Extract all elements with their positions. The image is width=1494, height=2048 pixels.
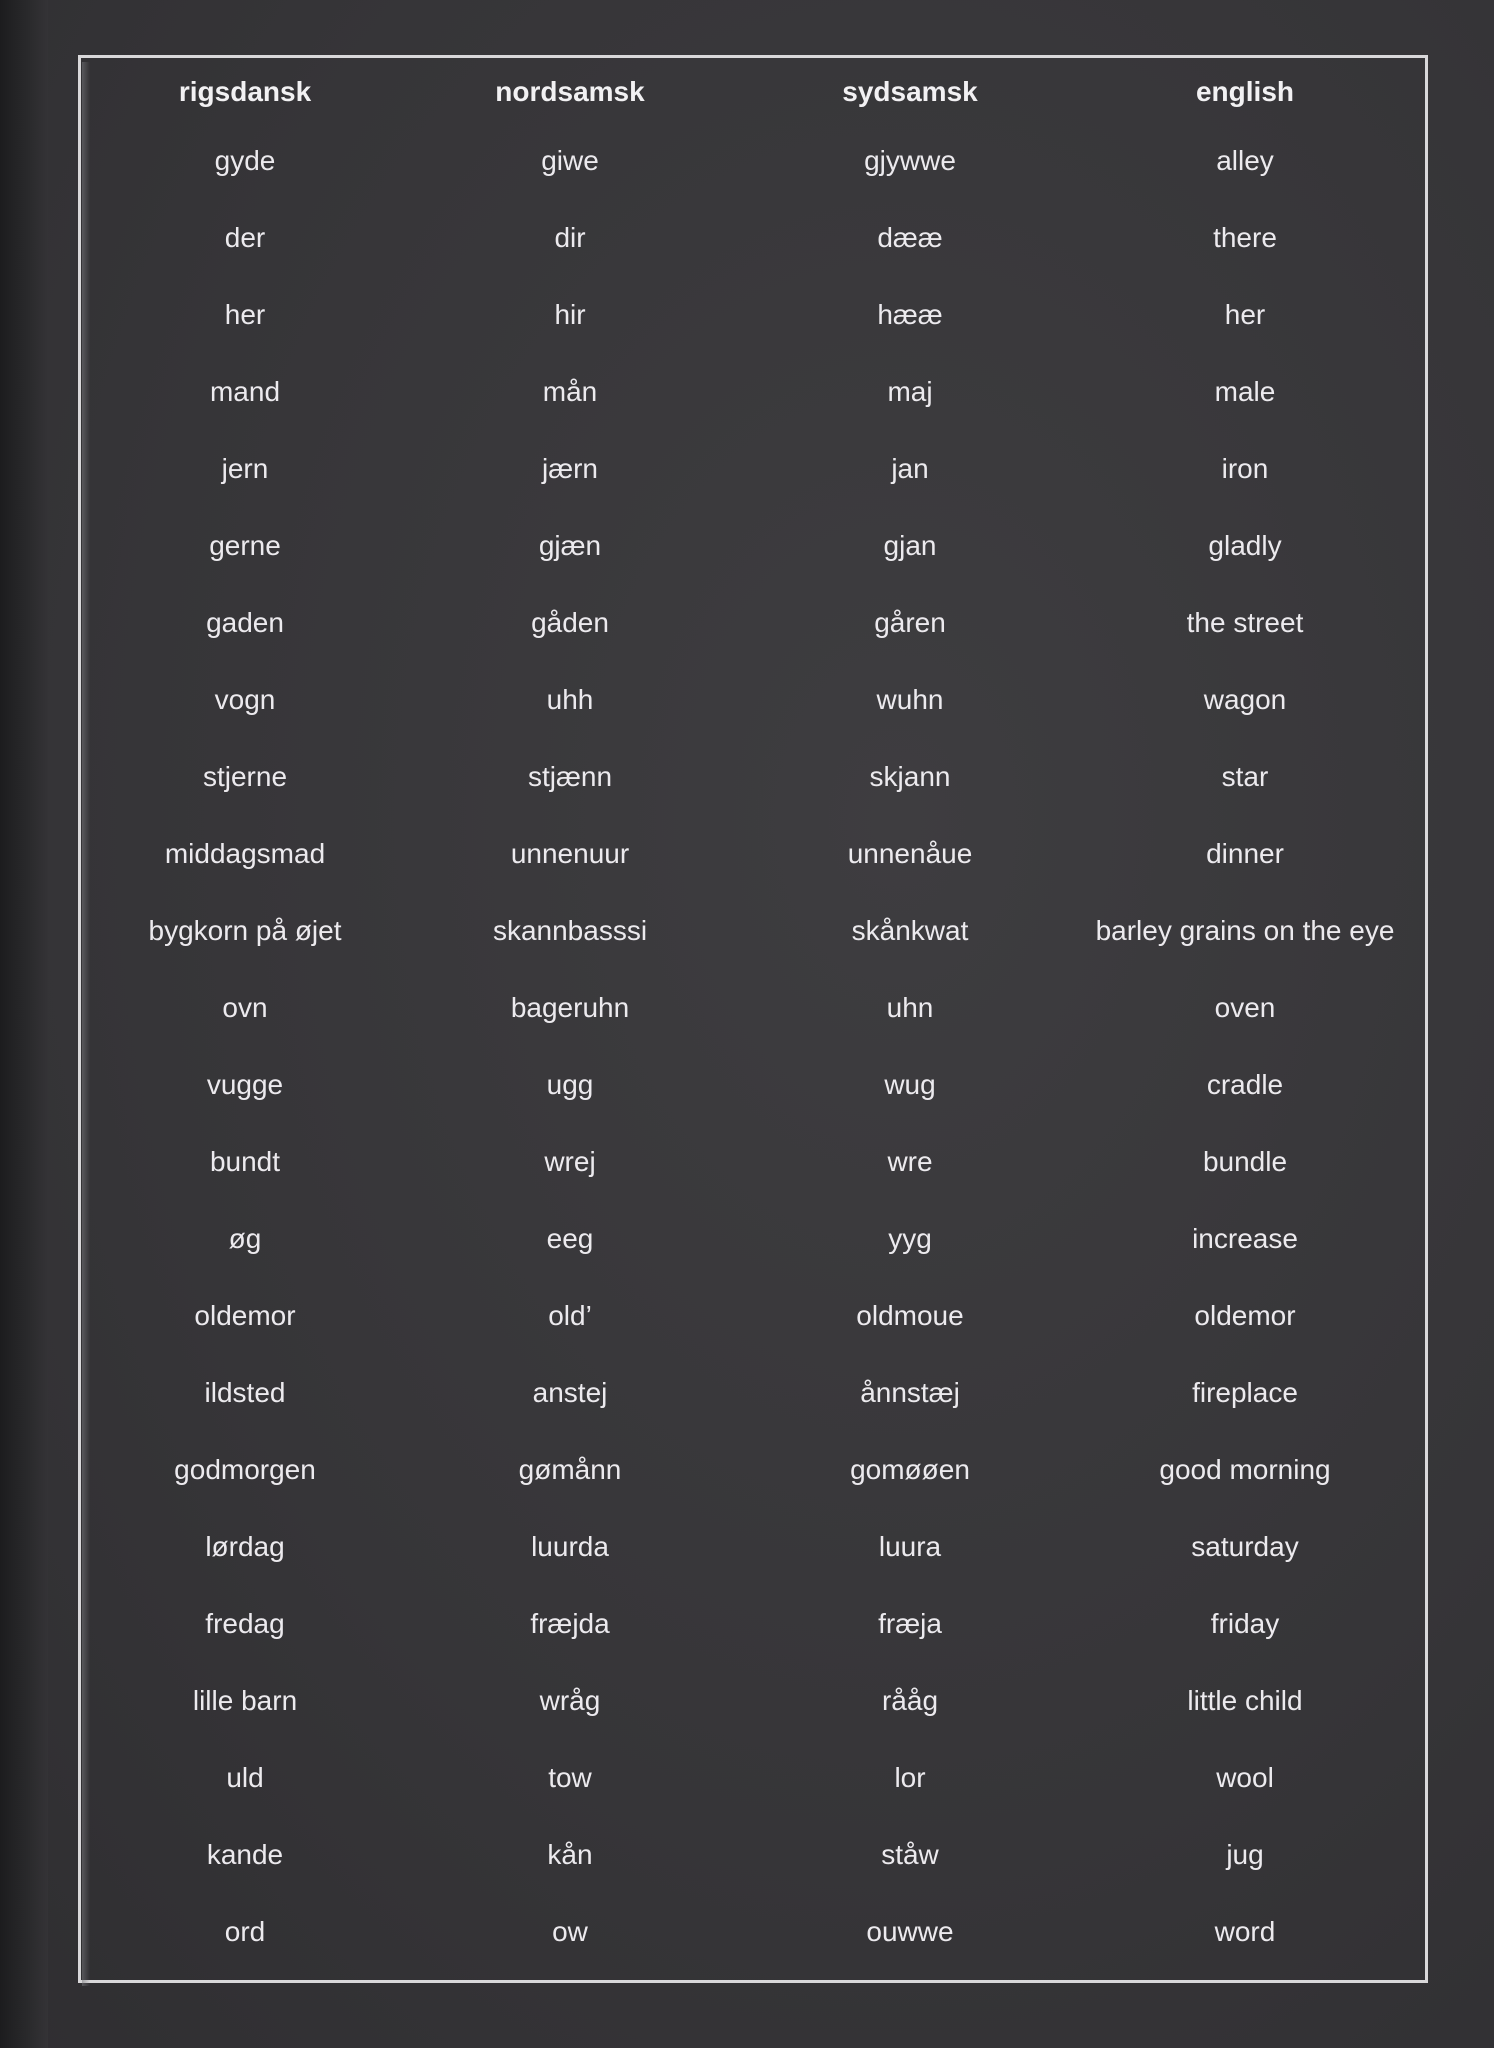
cell-nordsamsk: unnenuur bbox=[510, 837, 630, 869]
cell-nordsamsk: skannbasssi bbox=[492, 914, 648, 946]
cell-english: friday bbox=[1210, 1607, 1280, 1639]
cell-english: alley bbox=[1216, 144, 1274, 176]
cell-english: gladly bbox=[1208, 529, 1282, 561]
cell-rigsdansk: her bbox=[224, 298, 266, 330]
cell-sydsamsk: hææ bbox=[877, 298, 943, 330]
cell-nordsamsk: jærn bbox=[541, 452, 598, 484]
cell-nordsamsk: bageruhn bbox=[510, 991, 630, 1023]
cell-english: oldemor bbox=[1194, 1299, 1296, 1331]
cell-english: cradle bbox=[1206, 1068, 1284, 1100]
table-row bbox=[95, 1046, 1415, 1123]
cell-sydsamsk: gomøøen bbox=[850, 1453, 970, 1485]
table-row bbox=[95, 430, 1415, 507]
table-row bbox=[95, 1585, 1415, 1662]
cell-english: increase bbox=[1192, 1222, 1298, 1254]
header-row bbox=[95, 62, 1415, 122]
cell-sydsamsk: skjann bbox=[869, 760, 951, 792]
table-row bbox=[95, 1662, 1415, 1739]
cell-rigsdansk: bundt bbox=[209, 1145, 281, 1177]
cell-english: oven bbox=[1214, 991, 1276, 1023]
table-row bbox=[95, 1739, 1415, 1816]
table-row bbox=[95, 738, 1415, 815]
cell-nordsamsk: luurda bbox=[531, 1530, 609, 1562]
cell-nordsamsk: stjænn bbox=[527, 760, 613, 792]
cell-rigsdansk: stjerne bbox=[202, 760, 288, 792]
cell-rigsdansk: oldemor bbox=[194, 1299, 296, 1331]
cell-nordsamsk: dir bbox=[554, 221, 586, 253]
cell-nordsamsk: eeg bbox=[546, 1222, 594, 1254]
cell-nordsamsk: old’ bbox=[548, 1299, 592, 1331]
cell-rigsdansk: godmorgen bbox=[174, 1453, 316, 1485]
cell-rigsdansk: kande bbox=[206, 1838, 284, 1870]
cell-nordsamsk: wrej bbox=[544, 1145, 596, 1177]
cell-rigsdansk: middagsmad bbox=[164, 837, 326, 869]
header-nordsamsk: nordsamsk bbox=[495, 76, 645, 107]
cell-english: her bbox=[1224, 298, 1266, 330]
cell-sydsamsk: maj bbox=[887, 375, 933, 407]
table-row bbox=[95, 969, 1415, 1046]
cell-english: iron bbox=[1221, 452, 1269, 484]
cell-sydsamsk: skånkwat bbox=[851, 914, 969, 946]
table-row bbox=[95, 353, 1415, 430]
table-row bbox=[95, 1431, 1415, 1508]
cell-english: star bbox=[1221, 760, 1269, 792]
table-row bbox=[95, 199, 1415, 276]
cell-rigsdansk: lørdag bbox=[205, 1530, 285, 1562]
cell-english: jug bbox=[1226, 1838, 1264, 1870]
table-row bbox=[95, 1123, 1415, 1200]
cell-nordsamsk: fræjda bbox=[530, 1607, 610, 1639]
cell-sydsamsk: jan bbox=[891, 452, 929, 484]
cell-nordsamsk: tow bbox=[548, 1761, 592, 1793]
table-row bbox=[95, 1354, 1415, 1431]
cell-english: barley grains on the eye bbox=[1095, 914, 1395, 946]
table-row bbox=[95, 1277, 1415, 1354]
table-row bbox=[95, 1893, 1415, 1970]
table-row bbox=[95, 661, 1415, 738]
cell-rigsdansk: vogn bbox=[214, 683, 276, 715]
cell-nordsamsk: hir bbox=[554, 298, 586, 330]
cell-sydsamsk: luura bbox=[878, 1530, 942, 1562]
cell-rigsdansk: ildsted bbox=[204, 1376, 286, 1408]
cell-english: there bbox=[1213, 221, 1277, 253]
cell-sydsamsk: ouwwe bbox=[866, 1915, 954, 1947]
cell-rigsdansk: lille barn bbox=[192, 1684, 298, 1716]
cell-sydsamsk: fræja bbox=[878, 1607, 942, 1639]
book-binding-edge bbox=[0, 0, 48, 2048]
cell-nordsamsk: ugg bbox=[546, 1068, 594, 1100]
table-row bbox=[95, 1200, 1415, 1277]
table-row bbox=[95, 1816, 1415, 1893]
cell-english: good morning bbox=[1159, 1453, 1331, 1485]
table-row bbox=[95, 892, 1415, 969]
cell-english: wool bbox=[1216, 1761, 1274, 1793]
table-row bbox=[95, 1508, 1415, 1585]
table-row bbox=[95, 276, 1415, 353]
cell-rigsdansk: ord bbox=[224, 1915, 266, 1947]
table-row bbox=[95, 122, 1415, 199]
cell-rigsdansk: uld bbox=[226, 1761, 264, 1793]
cell-rigsdansk: gaden bbox=[206, 606, 284, 638]
cell-rigsdansk: fredag bbox=[205, 1607, 285, 1639]
cell-rigsdansk: gyde bbox=[214, 144, 276, 176]
cell-nordsamsk: gåden bbox=[531, 606, 609, 638]
header-english: english bbox=[1195, 76, 1294, 107]
cell-nordsamsk: ow bbox=[552, 1915, 588, 1947]
table-body bbox=[95, 122, 1415, 1970]
cell-sydsamsk: ståw bbox=[881, 1838, 939, 1870]
cell-english: fireplace bbox=[1192, 1376, 1298, 1408]
cell-sydsamsk: wug bbox=[884, 1068, 936, 1100]
cell-nordsamsk: uhh bbox=[546, 683, 594, 715]
cell-rigsdansk: ovn bbox=[222, 991, 268, 1023]
cell-english: little child bbox=[1187, 1684, 1303, 1716]
cell-nordsamsk: anstej bbox=[532, 1376, 608, 1408]
table-row bbox=[95, 507, 1415, 584]
cell-sydsamsk: dææ bbox=[877, 221, 943, 253]
table-row bbox=[95, 584, 1415, 661]
table-row bbox=[95, 815, 1415, 892]
cell-sydsamsk: gjywwe bbox=[864, 144, 956, 176]
cell-rigsdansk: jern bbox=[221, 452, 269, 484]
cell-sydsamsk: wuhn bbox=[876, 683, 944, 715]
cell-sydsamsk: unnenåue bbox=[847, 837, 973, 869]
header-sydsamsk: sydsamsk bbox=[842, 76, 978, 107]
cell-nordsamsk: mån bbox=[542, 375, 598, 407]
frame-shadow bbox=[82, 62, 90, 1986]
cell-english: bundle bbox=[1202, 1145, 1288, 1177]
cell-sydsamsk: gåren bbox=[874, 606, 946, 638]
cell-rigsdansk: vugge bbox=[206, 1068, 284, 1100]
cell-nordsamsk: kån bbox=[547, 1838, 593, 1870]
cell-nordsamsk: wråg bbox=[539, 1684, 601, 1716]
cell-rigsdansk: bygkorn på øjet bbox=[148, 914, 342, 946]
cell-rigsdansk: der bbox=[224, 221, 266, 253]
cell-english: wagon bbox=[1203, 683, 1287, 715]
cell-english: the street bbox=[1186, 606, 1304, 638]
cell-english: male bbox=[1214, 375, 1276, 407]
cell-nordsamsk: gømånn bbox=[518, 1453, 622, 1485]
cell-english: dinner bbox=[1206, 837, 1284, 869]
cell-sydsamsk: wre bbox=[887, 1145, 933, 1177]
cell-sydsamsk: rååg bbox=[881, 1684, 939, 1716]
cell-rigsdansk: mand bbox=[209, 375, 281, 407]
cell-english: saturday bbox=[1191, 1530, 1299, 1562]
cell-rigsdansk: øg bbox=[228, 1222, 262, 1254]
cell-sydsamsk: lor bbox=[894, 1761, 926, 1793]
cell-sydsamsk: ånnstæj bbox=[860, 1376, 960, 1408]
cell-sydsamsk: uhn bbox=[886, 991, 934, 1023]
vocabulary-table bbox=[95, 62, 1415, 1970]
cell-english: word bbox=[1214, 1915, 1276, 1947]
cell-sydsamsk: gjan bbox=[883, 529, 937, 561]
cell-rigsdansk: gerne bbox=[209, 529, 281, 561]
cell-sydsamsk: yyg bbox=[888, 1222, 932, 1254]
cell-nordsamsk: giwe bbox=[541, 144, 599, 176]
cell-nordsamsk: gjæn bbox=[538, 529, 602, 561]
header-rigsdansk: rigsdansk bbox=[178, 76, 312, 107]
cell-sydsamsk: oldmoue bbox=[856, 1299, 964, 1331]
